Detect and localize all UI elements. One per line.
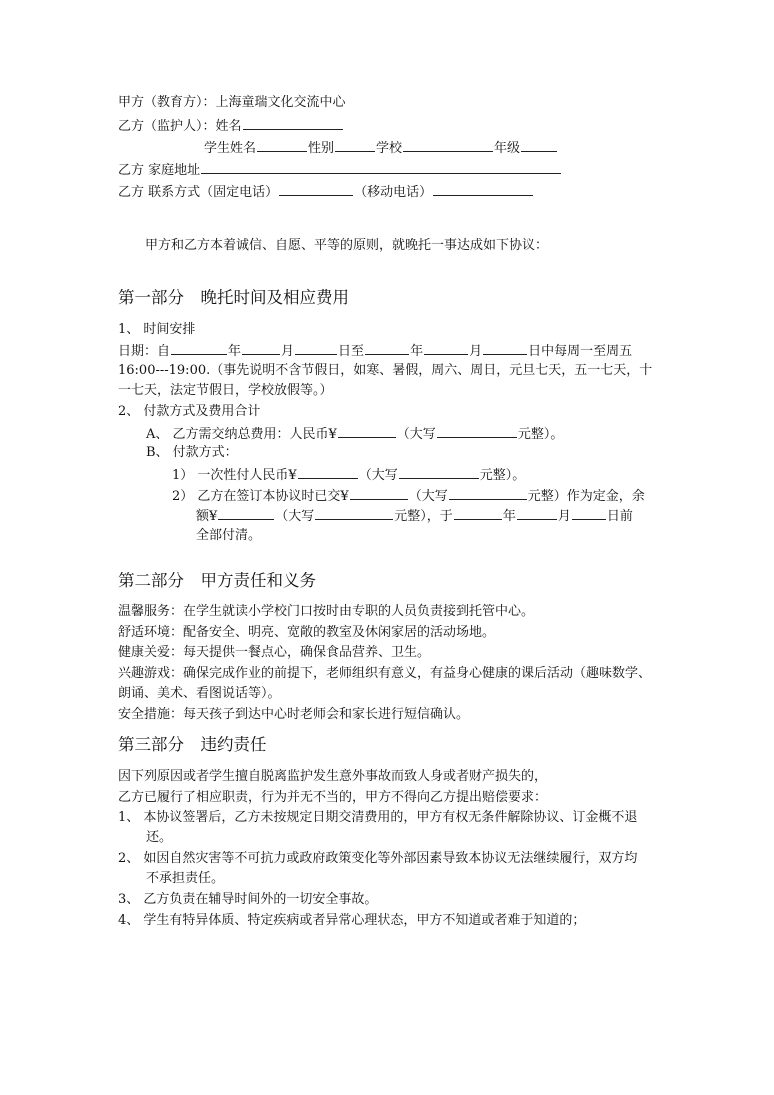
- daxie-label-3: （大写: [408, 489, 448, 504]
- part2-safety: 安全措施：每天孩子到达中心时老师会和家长进行短信确认。: [118, 707, 470, 722]
- month-label-2: 月: [469, 344, 483, 359]
- deposit-words-blank[interactable]: [449, 485, 527, 500]
- year-label-2: 年: [410, 344, 424, 359]
- part3-intro-2: 乙方已履行了相应职责，行为并无不当的，甲方不得向乙方提出赔偿要求：: [118, 790, 548, 805]
- gender-label: 性别: [308, 141, 335, 156]
- balance-label: 额¥: [196, 509, 218, 524]
- year-label-3: 年: [502, 509, 516, 524]
- daxie-label-2: （大写: [358, 468, 398, 483]
- address-label: 乙方 家庭地址: [118, 163, 201, 178]
- daxie-label-4: （大写: [275, 509, 315, 524]
- school-label: 学校: [376, 141, 403, 156]
- lump-sum-blank[interactable]: [298, 464, 358, 479]
- day-end-label: 日中每周一至周五: [528, 344, 633, 359]
- month-label-3: 月: [557, 509, 571, 524]
- student-name-blank[interactable]: [257, 137, 307, 152]
- part2-warm-service: 温馨服务：在学生就读小学校门口按时由专职的人员负责接到托管中心。: [118, 604, 535, 619]
- deposit-blank[interactable]: [350, 485, 408, 500]
- address-blank[interactable]: [201, 159, 561, 174]
- yuanzheng-label-2: 元整）。: [479, 468, 526, 483]
- part2-environment: 舒适环境：配备安全、明亮、宽敞的教室及休闲家居的活动场地。: [118, 625, 496, 640]
- day-to-label: 日至: [338, 344, 365, 359]
- school-blank[interactable]: [403, 137, 493, 152]
- mobile-blank[interactable]: [433, 181, 533, 196]
- landline-blank[interactable]: [279, 181, 353, 196]
- payment-method-label: B、 付款方式：: [146, 445, 238, 460]
- intro-paragraph: 甲方和乙方本着诚信、自愿、平等的原则，就晚托一事达成如下协议：: [145, 238, 549, 253]
- part2-title: 第二部分 甲方责任和义务: [118, 571, 316, 590]
- contact-line: [118, 181, 534, 203]
- part3-item-1b: 还。: [146, 830, 173, 845]
- lump-sum-label: 1） 一次性付人民币¥: [172, 468, 297, 483]
- balance-yuan-label: 元整），于: [394, 509, 453, 524]
- part3-title: 第三部分 违约责任: [118, 735, 267, 754]
- daxie-label: （大写: [396, 427, 436, 442]
- pay-day-blank[interactable]: [572, 505, 606, 520]
- landline-label: 乙方 联系方式（固定电话）: [118, 185, 279, 200]
- part2-health: 健康关爱：每天提供一餐点心，确保食品营养、卫生。: [118, 645, 431, 660]
- party-b-line: [118, 115, 344, 137]
- part3-item-2b: 不承担责任。: [146, 871, 225, 886]
- deposit-mid-label: 元整）作为定金，余: [527, 489, 645, 504]
- pay-year-blank[interactable]: [454, 505, 502, 520]
- date-from-label: 日期：自: [118, 344, 171, 359]
- time-line-2: 一七天，法定节假日，学校放假等。）: [118, 383, 333, 398]
- full-payment-line: 全部付清。: [196, 528, 262, 543]
- start-day-blank[interactable]: [295, 340, 337, 355]
- total-fee-blank[interactable]: [338, 423, 396, 438]
- party-b-label: 乙方（监护人）：姓名: [118, 119, 242, 134]
- yuanzheng-label: 元整）。: [517, 427, 564, 442]
- pay-month-blank[interactable]: [517, 505, 557, 520]
- date-line: [118, 340, 632, 362]
- student-info-line: [204, 137, 558, 159]
- part3-item-2: 2、 如因自然灾害等不可抗力或政府政策变化等外部因素导致本协议无法继续履行，双方均: [118, 851, 638, 866]
- end-month-blank[interactable]: [424, 340, 468, 355]
- lump-sum-line: [172, 464, 525, 486]
- part3-item-3: 3、 乙方负责在辅导时间外的一切安全事故。: [118, 892, 378, 907]
- pay-day-label: 日前: [606, 509, 633, 524]
- balance-words-blank[interactable]: [315, 505, 393, 520]
- balance-line: [196, 505, 633, 527]
- start-month-blank[interactable]: [242, 340, 280, 355]
- start-year-blank[interactable]: [171, 340, 227, 355]
- part1-title: 第一部分 晚托时间及相应费用: [118, 288, 349, 307]
- total-fee-line: [146, 423, 563, 445]
- part3-intro-1: 因下列原因或者学生擅自脱离监护发生意外事故而致人身或者财产损失的，: [118, 769, 548, 784]
- gender-blank[interactable]: [335, 137, 375, 152]
- part3-item-1: 1、 本协议签署后，乙方未按规定日期交清费用的，甲方有权无条件解除协议、订金概不退: [118, 810, 638, 825]
- mobile-label: （移动电话）: [354, 185, 433, 200]
- guardian-name-blank[interactable]: [243, 115, 343, 130]
- part1-s1: 1、 时间安排: [118, 322, 196, 337]
- part3-item-4: 4、 学生有特异体质、特定疾病或者异常心理状态，甲方不知道或者难于知道的；: [118, 913, 586, 928]
- time-line: 16:00---19:00.（事先说明不含节假日，如寒、暑假，周六、周日，元旦七天，五一七天，十: [118, 363, 653, 378]
- end-year-blank[interactable]: [365, 340, 409, 355]
- part1-s2: 2、 付款方式及费用合计: [118, 404, 261, 419]
- total-fee-label: A、 乙方需交纳总费用：人民币¥: [146, 427, 337, 442]
- month-label: 月: [281, 344, 295, 359]
- part2-activities-2: 朗诵、美术、看图说话等）。: [118, 686, 281, 701]
- deposit-label: 2） 乙方在签订本协议时已交¥: [172, 489, 349, 504]
- total-fee-words-blank[interactable]: [437, 423, 517, 438]
- deposit-line: [172, 485, 645, 507]
- party-a-line: 甲方（教育方）：上海童瑞文化交流中心: [118, 95, 346, 110]
- balance-blank[interactable]: [218, 505, 274, 520]
- year-label: 年: [228, 344, 242, 359]
- student-name-label: 学生姓名: [204, 141, 257, 156]
- part2-activities: 兴趣游戏：确保完成作业的前提下，老师组织有意义，有益身心健康的课后活动（趣味数学、: [118, 666, 652, 681]
- grade-label: 年级: [494, 141, 521, 156]
- address-line: [118, 159, 562, 181]
- grade-blank[interactable]: [521, 137, 557, 152]
- lump-sum-words-blank[interactable]: [399, 464, 479, 479]
- end-day-blank[interactable]: [483, 340, 527, 355]
